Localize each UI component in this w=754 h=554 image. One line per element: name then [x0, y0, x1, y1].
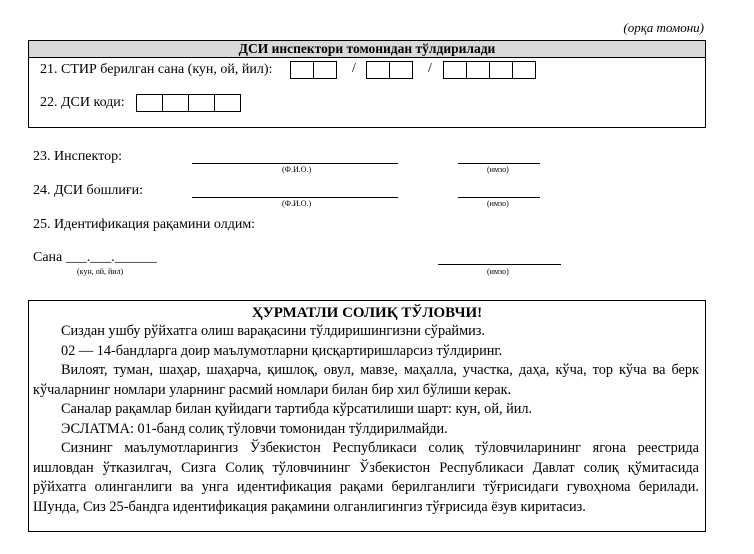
item22-label: 22. ДСИ коди:: [40, 95, 125, 110]
item23-label: 23. Инспектор:: [33, 149, 122, 164]
date-cell[interactable]: [512, 61, 536, 79]
sign-caption: (имзо): [487, 267, 509, 276]
item21-label: 21. СТИР берилган сана (кун, ой, йил):: [40, 62, 273, 77]
code-cell[interactable]: [214, 94, 241, 112]
receipt-date-field[interactable]: Сана ___.___.______: [33, 250, 157, 265]
fio-caption: (Ф.И.О.): [282, 165, 312, 174]
inspector-name-line[interactable]: [192, 163, 398, 164]
notice-paragraph: ЭСЛАТМА: 01-банд солиқ тўловчи томонидан тўлдирилмайди.: [61, 420, 448, 437]
notice-title: ҲУРМАТЛИ СОЛИҚ ТЎЛОВЧИ!: [251, 305, 483, 321]
item21-month-cells[interactable]: [366, 61, 412, 79]
date-cell[interactable]: [389, 61, 413, 79]
head-name-line[interactable]: [192, 197, 398, 198]
date-separator: /: [428, 61, 432, 76]
inspector-section: [28, 40, 706, 128]
item21-day-cells[interactable]: [290, 61, 336, 79]
notice-paragraph: Саналар рақамлар билан қуйидаги тартибда кўрсатилиши шарт: кун, ой, йил.: [61, 401, 533, 417]
sign-caption: (имзо): [487, 165, 509, 174]
head-signature-line[interactable]: [458, 197, 540, 198]
item22-code-cells[interactable]: [136, 94, 240, 112]
item25-label: 25. Идентификация рақамини олдим:: [33, 217, 256, 232]
date-cell[interactable]: [366, 61, 390, 79]
notice-paragraph: 02 — 14-бандларга доир маълумотларни қисқартиришларсиз тўлдиринг.: [61, 342, 503, 359]
date-caption: (кун, ой, йил): [77, 267, 124, 276]
notice-body: [29, 322, 705, 517]
date-cell[interactable]: [489, 61, 513, 79]
notice-paragraph: Сизнинг маълумотларингиз Ўзбекистон Республикаси солиқ тўловчиларининг ягона реестрида ишловдан ўтказилгач, Сизга Солиқ тўловчининг Ўзбекистон Республикаси Давлат солиқ қўмитасида рўйхатга олинганлиги ва унга идентификация рақами берилганлиги тўғрисидаги гувоҳнома берилади. Шунда, Сиз 25-бандга идентификация рақамини олганлигингиз тўғрисида ёзув киритасиз.: [33, 440, 699, 515]
code-cell[interactable]: [136, 94, 163, 112]
date-cell[interactable]: [290, 61, 314, 79]
sign-caption: (имзо): [487, 199, 509, 208]
receipt-signature-line[interactable]: [438, 264, 561, 265]
inspector-signature-line[interactable]: [458, 163, 540, 164]
notice-paragraph: Вилоят, туман, шаҳар, шаҳарча, қишлоқ, овул, мавзе, маҳалла, участка, даҳа, кўча, тор кўча ва берк кўчаларнинг номлари уларнинг расмий номлари билан бир хил бўлиши керак.: [33, 362, 699, 398]
inspector-section-header: ДСИ инспектори томонидан тўлдирилади: [29, 41, 705, 58]
date-cell[interactable]: [466, 61, 490, 79]
item24-label: 24. ДСИ бошлиғи:: [33, 183, 144, 198]
notice-paragraph: Сиздан ушбу рўйхатга олиш варақасини тўлдиришингизни сўраймиз.: [61, 323, 486, 339]
item21-year-cells[interactable]: [443, 61, 535, 79]
page-side-note: (орқа томони): [623, 20, 704, 35]
code-cell[interactable]: [188, 94, 215, 112]
date-cell[interactable]: [313, 61, 337, 79]
code-cell[interactable]: [162, 94, 189, 112]
date-separator: /: [352, 61, 356, 76]
fio-caption: (Ф.И.О.): [282, 199, 312, 208]
taxpayer-notice: [28, 300, 706, 532]
date-cell[interactable]: [443, 61, 467, 79]
